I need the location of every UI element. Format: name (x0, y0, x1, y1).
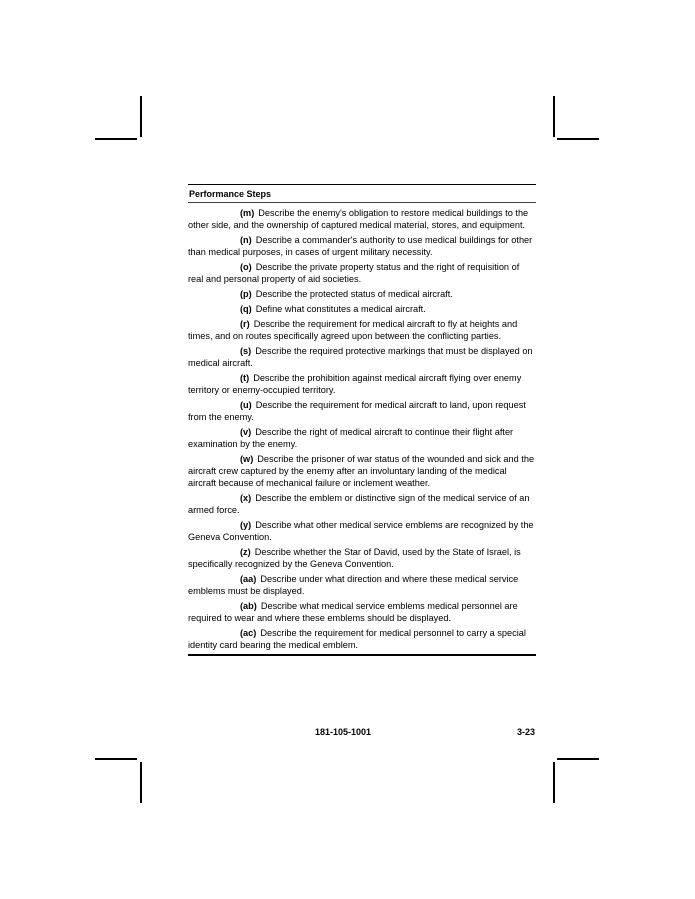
step-letter: (u) (240, 400, 252, 410)
crop-mark-top-left-vertical (140, 96, 142, 137)
steps-list (188, 203, 536, 651)
step-letter: (ab) (240, 601, 257, 611)
step-text: Describe whether the Star of David, used by the State of Israel, is specifically recognized by the Geneva Convention. (188, 547, 521, 569)
step-item (188, 234, 536, 258)
step-letter: (t) (240, 373, 250, 383)
step-text: Describe the protected status of medical aircraft. (255, 289, 453, 299)
step-letter: (z) (240, 547, 251, 557)
step-item (188, 399, 536, 423)
step-item (188, 318, 536, 342)
step-text: Describe the requirement for medical aircraft to fly at heights and times, and on routes specifically agreed upon between the conflicting parties. (188, 319, 518, 341)
step-letter: (r) (240, 319, 250, 329)
page-number: 3-23 (517, 727, 536, 737)
step-text: Describe the emblem or distinctive sign of the medical service of an armed force. (188, 493, 530, 515)
step-item (188, 426, 536, 450)
crop-mark-top-left-horizontal (95, 138, 137, 140)
crop-mark-top-right-vertical (553, 96, 555, 137)
step-text: Describe a commander's authority to use medical buildings for other than medical purposes, in cases of urgent military necessity. (188, 235, 533, 257)
step-text: Describe what other medical service emblems are recognized by the Geneva Convention. (188, 520, 534, 542)
step-letter: (s) (240, 346, 252, 356)
step-text: Describe the required protective markings that must be displayed on medical aircraft. (188, 346, 533, 368)
bottom-rule (188, 654, 536, 656)
step-text: Describe the requirement for medical personnel to carry a special identity card bearing the medical emblem. (188, 628, 526, 650)
step-letter: (y) (240, 520, 252, 530)
step-text: Describe the enemy's obligation to restore medical buildings to the other side, and the ownership of captured medical material, stores, and equipment. (188, 208, 529, 230)
step-text: Describe what medical service emblems medical personnel are required to wear and where these emblems should be displayed. (188, 601, 518, 623)
step-item (188, 600, 536, 624)
section-heading: Performance Steps (189, 189, 272, 199)
step-letter: (q) (240, 304, 252, 314)
step-item (188, 288, 536, 300)
document-code: 181-105-1001 (315, 727, 372, 737)
step-letter: (x) (240, 493, 252, 503)
step-letter: (m) (240, 208, 255, 218)
step-item (188, 372, 536, 396)
step-item (188, 261, 536, 285)
step-letter: (aa) (240, 574, 257, 584)
crop-mark-bottom-left-vertical (140, 762, 142, 803)
step-letter: (n) (240, 235, 252, 245)
crop-mark-bottom-left-horizontal (95, 758, 137, 760)
step-item (188, 627, 536, 651)
step-letter: (o) (240, 262, 252, 272)
step-text: Define what constitutes a medical aircraft. (255, 304, 426, 314)
step-item (188, 345, 536, 369)
step-item (188, 207, 536, 231)
step-item (188, 546, 536, 570)
performance-steps-block (188, 184, 536, 656)
crop-mark-top-right-horizontal (557, 138, 599, 140)
step-letter: (ac) (240, 628, 257, 638)
crop-mark-bottom-right-vertical (553, 762, 555, 803)
step-item (188, 519, 536, 543)
step-text: Describe the requirement for medical aircraft to land, upon request from the enemy. (188, 400, 526, 422)
step-letter: (p) (240, 289, 252, 299)
step-text: Describe the private property status and the right of requisition of real and personal property of aid societies. (188, 262, 520, 284)
step-text: Describe the prohibition against medical aircraft flying over enemy territory or enemy-occupied territory. (188, 373, 522, 395)
step-letter: (v) (240, 427, 252, 437)
step-text: Describe the prisoner of war status of the wounded and sick and the aircraft crew captured by the enemy after an involuntary landing of the medical aircraft because of mechanical failure or inclement weather. (188, 454, 535, 488)
step-letter: (w) (240, 454, 254, 464)
step-item (188, 453, 536, 489)
step-item (188, 573, 536, 597)
crop-mark-bottom-right-horizontal (557, 758, 599, 760)
step-text: Describe the right of medical aircraft to continue their flight after examination by the enemy. (188, 427, 514, 449)
step-item (188, 303, 536, 315)
step-item (188, 492, 536, 516)
step-text: Describe under what direction and where these medical service emblems must be displayed. (188, 574, 519, 596)
